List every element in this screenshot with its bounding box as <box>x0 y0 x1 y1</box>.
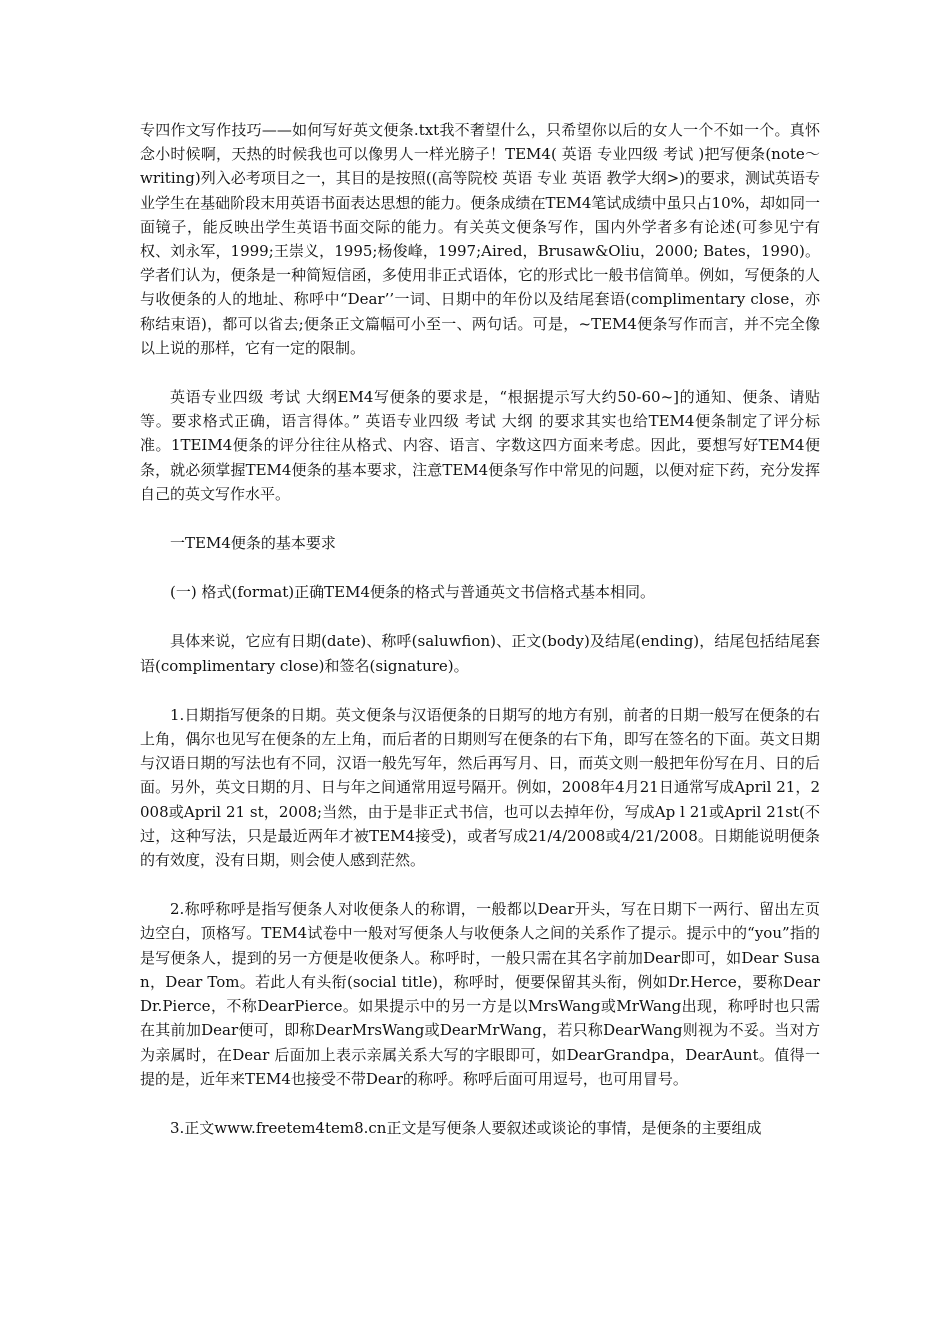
document-page <box>140 118 820 1140</box>
date-paragraph: 1.日期指写便条的日期。英文便条与汉语便条的日期写的地方有别，前者的日期一般写在便条的右上角，偶尔也见写在便条的左上角，而后者的日期则写在便条的右下角，即写在签名的下面。英文日期与汉语日期的写法也有不同，汉语一般先写年，然后再写月、日，而英文则一般把年份写在月、日的后面。另外，英文日期的月、日与年之间通常用逗号隔开。例如，2008年4月21日通常写成April 21，2008或April 21 st，2008;当然，由于是非正式书信，也可以去掉年份，写成Ap l 21或April 21st(不过，这种写法，只是最近两年才被TEM4接受)，或者写成21/4/2008或4/21/2008。日期能说明便条的有效度，没有日期，则会使人感到茫然。 <box>140 705 820 870</box>
syllabus-requirement-paragraph: 英语专业四级 考试 大纲EM4写便条的要求是，“根据提示写大约50-60~]的通知、便条、请贴等。要求格式正确，语言得体。” 英语专业四级 考试 大纲 的要求其实也给TEM4便条制定了评分标准。1TEIM4便条的评分往往从格式、内容、语言、字数这四方面来考虑。因此，要想写好TEM4便条，就必须掌握TEM4便条的基本要求，注意TEM4便条写作中常见的问题，以便对症下药，充分发挥自己的英文写作水平。 <box>140 388 820 503</box>
intro-paragraph: 专四作文写作技巧——如何写好英文便条.txt我不奢望什么，只希望你以后的女人一个不如一个。真怀念小时候啊，天热的时候我也可以像男人一样光膀子！TEM4( 英语 专业四级 考试 )把写便条(note～writing)列入必考项目之一，其目的是按照((高等院校 英语 专业 英语 教学大纲>)的要求，测试英语专业学生在基础阶段末用英语书面表达思想的能力。便条成绩在TEM4笔试成绩中虽只占10%，却如同一面镜子，能反映出学生英语书面交际的能力。有关英文便条写作，国内外学者多有论述(可参见宁有权、刘永军，1999;王崇义，1995;杨俊峰，1997;Aired，Brusaw&Oliu，2000; Bates，1990)。学者们认为，便条是一种简短信函，多使用非正式语体，它的形式比一般书信简单。例如，写便条的人与收便条的人的地址、称呼中“Dear’’一词、日期中的年份以及结尾套语(complimentary close，亦称结束语)，都可以省去;便条正文篇幅可小至一、两句话。可是，~TEM4便条写作而言，并不完全像以上说的那样，它有一定的限制。 <box>140 121 820 357</box>
format-subheading: (一) 格式(format)正确TEM4便条的格式与普通英文书信格式基本相同。 <box>170 583 655 602</box>
format-details-paragraph: 具体来说，它应有日期(date)、称呼(saluwfion)、正文(body)及结尾(ending)，结尾包括结尾套语(complimentary close)和签名(signature)。 <box>140 632 820 675</box>
body-paragraph: 3.正文www.freetem4tem8.cn正文是写便条人要叙述或谈论的事情，是便条的主要组成 <box>170 1118 762 1137</box>
salutation-paragraph: 2.称呼称呼是指写便条人对收便条人的称谓，一般都以Dear开头，写在日期下一两行、留出左页边空白，顶格写。TEM4试卷中一般对写便条人与收便条人之间的关系作了提示。提示中的“you”指的是写便条人，提到的另一方便是收便条人。称呼时，一般只需在其名字前加Dear即可，如Dear Susan，Dear Tom。若此人有头衔(social title)，称呼时，便要保留其头衔，例如Dr.Herce，要称DearDr.Pierce，不称DearPierce。如果提示中的另一方是以MrsWang或MrWang出现，称呼时也只需在其前加Dear便可，即称DearMrsWang或DearMrWang，若只称DearWang则视为不妥。当对方为亲属时，在Dear 后面加上表示亲属关系大写的字眼即可，如DearGrandpa，DearAunt。值得一提的是，近年来TEM4也接受不带Dear的称呼。称呼后面可用逗号，也可用冒号。 <box>140 900 820 1088</box>
section-heading: 一TEM4便条的基本要求 <box>170 534 336 553</box>
